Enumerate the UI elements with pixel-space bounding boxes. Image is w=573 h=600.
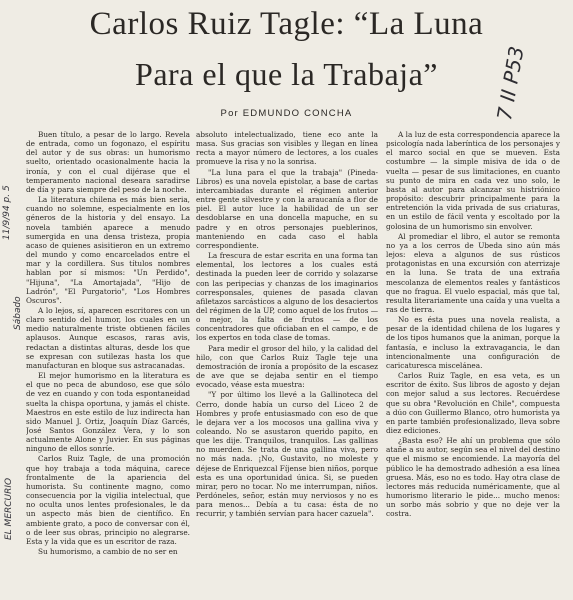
paragraph: El mejor humorismo en la literatura es el que no peca de abundoso, ese que sólo de vez en cuando y con toda espontaneidad suelta la chispa oportuna, y jamás el chiste. Maestros en este estilo de luz indirecta han sido Manuel J. Ortiz, Joaquín Díaz Garcés, José Santos González Vera, y lo son actualmente Alone y Juvier. En sus páginas ninguno de ellos sonríe. <box>26 371 190 454</box>
paragraph: Su humorismo, a cambio de no ser en <box>38 547 178 557</box>
paragraph-quote: "Y por último los llevé a la Gallinoteca del Cerro, donde había un curso del Liceo 2 de Hombres y profe entusiasmado con eso de que le dejara ver a los mocosos una gallina viva y coleando. No se asustaron querido papito, en que les dije. Tranquilos, tranquilos. Las gallinas no muerden. Se trata de una gallina viva, pero no más nada. ¡No, Gustavito, no moleste y déjese de Enriquezcal Fíjense bien niños, porque esta es una oportunidad única. Si, se pueden mirar, pero no tocar. No me interrumpan, niños. Perdóneles, señor, están muy nerviosos y no es para menos... Debía a tu casa: ésta de no recurrir, y también servían para hacer cazuela". <box>196 390 378 519</box>
paragraph: Carlos Ruiz Tagle, de una promoción que hoy trabaja a toda máquina, carece frontalmente de la apariencia del humorista. Su continente magno, como consecuencia por la vigilia intelectual, que no oculta unos lentes profesionales, le da un aspecto más bien de científico. En ambiente grato, a poco de conversar con él, o de leer sus obras, principio no alegrarse. Esta y la vida que es un escritor de raza. <box>26 454 190 546</box>
paragraph: La frescura de estar escrita en una forma tan elemental, los lectores a los cuales está destinada la pueden leer de corrido y solazarse con las peripecias y chanzas de los imaginarios corresponsales, quienes de pasada clavan afiletazos sarcásticos a alguno de los desaciertos del régimen de la UP, como aquel de los frutos — o mejor, la falta de frutos — de los concentradores que oficiaban en el campo, e de los expertos en toda clase de tomas. <box>196 251 378 343</box>
paragraph: "La luna para el que la trabaja" (Pineda-Libros) es una novela epistolar, a base de cartas intercambiadas durante el régimen anterior entre gente silvestre y con la araucanía a flor de piel. El autor luce la habilidad de un ser desdoblarse en una doncella mapuche, en su padre y en otros personajes pueblerinos, manteniendo en cada caso el habla correspondiente. <box>196 167 378 250</box>
handwritten-date: 11/9/94 p. 5 <box>2 185 12 240</box>
paragraph: Al promediar el libro, el autor se remonta no ya a los cerros de Ubeda sino aún más lejos: eleva a algunos de sus rústicos protagonistas en una excursión con aterrizaje en la luna. Se trata de una extraña mescolanza de elementos reales y fantásticos que no fragua. El vuelo espacial, más que tal, resulta literariamente una caída y una vuelta a ras de tierra. <box>386 231 560 314</box>
paragraph: A lo lejos, sí, aparecen escritores con un claro sentido del humor, los cuales en un medio naturalmente triste obtienen fáciles aplausos. Aunque escasos, raras avis, redactan a distintas alturas, desde los que se expresan con sutilezas hasta los que manufacturan en bloque sus astracanadas. <box>26 305 190 370</box>
paragraph: Para medir el grosor del hilo, y la calidad del hilo, con que Carlos Ruiz Tagle teje una demostración de ironía a propósito de la escasez de ave que se dejaba sentir en el tiempo evocado, véase esta muestra: <box>196 343 378 390</box>
paragraph: Buen título, a pesar de lo largo. Revela de entrada, como un fogonazo, el espíritu del autor y de sus obras: un humorismo suelto, orientado ocasionalmente hacia la ironía, y con el cual dijérase que el temperamento nacional deseara saradirse de día y para siempre del peso de la noche. <box>26 130 190 194</box>
byline: Por EDMUNDO CONCHA <box>220 108 353 119</box>
paragraph: Carlos Ruiz Tagle, en esa veta, es un escritor de éxito. Sus libros de agosto y dejan con mejor salud a sus lectores. Recuérdese que su obra "Revolución en Chile", compuesta a dúo con Guillermo Blanco, otro humorista ya en parte también profesionalizado, lleva sobre diez ediciones. <box>386 371 560 435</box>
paragraph: absoluto intelectualizado, tiene eco ante la masa. Sus gracias son visibles y llegan en línea recta a mayor número de lectores, a los cuales promueve la risa y no la sonrisa. <box>196 130 378 167</box>
paragraph: A la luz de esta correspondencia aparece la psicología nada laberíntica de los personajes y el marco social en que se mueven. Esta costumbre — la simple misiva de ida o de vuelta — pesar de sus limitaciones, en cuanto su punto de mira en cada vez uno solo, le basta al autor para alcanzar su histriónico propósito: descubrir principalmente para la entretención la vida privada de sus criaturas, en un estilo de fácil venta y escoltado por la golosina de un humorismo sin envolver. <box>386 130 560 231</box>
paragraph: La literatura chilena es más bien seria, cuando no solemne, especialmente en los géneros de la historia y del ensayo. La novela también aparece a menudo sumergida en una densa tristeza, propia acaso de quienes asisitieron en un extremo del mundo y como encarcelados entre el mar y la cordillera. Sus títulos nombres hablan por sí mismos: "Un Perdido", "Hijuna", "La Amortajada", "Hijo de Ladrón", "El Purgatorio", "Los Hombres Oscuros". <box>26 195 190 305</box>
article-column-2 <box>196 130 378 598</box>
handwritten-reference: 7 II P53 <box>492 44 529 123</box>
article-column-1 <box>26 130 190 598</box>
headline-line-1: Carlos Ruiz Tagle: “La Luna <box>89 6 484 42</box>
paragraph: No es ésta pues una novela realista, a pesar de la identidad chilena de los lugares y de los tipos humanos que la animan, porque la fantasía, e incluso la extravagancia, le dan intencionalmente una configuración de caricaturesca miscelánea. <box>386 315 560 370</box>
handwritten-source: EL MERCURIO <box>4 477 14 540</box>
headline-line-2: Para el que la Trabaja” <box>135 56 438 92</box>
article-column-3 <box>386 130 560 598</box>
paragraph: ¿Basta eso? He ahí un problema que sólo atañe a su autor, según sea el nivel del destino que el mismo se encomiende. La mayoría del público le ha demostrado adhesión a esa línea gruesa. Más, eso no es todo. Hay otra clase de lectores más reducida numéricamente, que al humorismo literario le pide... mucho menos: un sorbo más sobrio y que no deje ver la costra. <box>386 436 560 519</box>
handwritten-paper: Sábado <box>13 296 23 330</box>
